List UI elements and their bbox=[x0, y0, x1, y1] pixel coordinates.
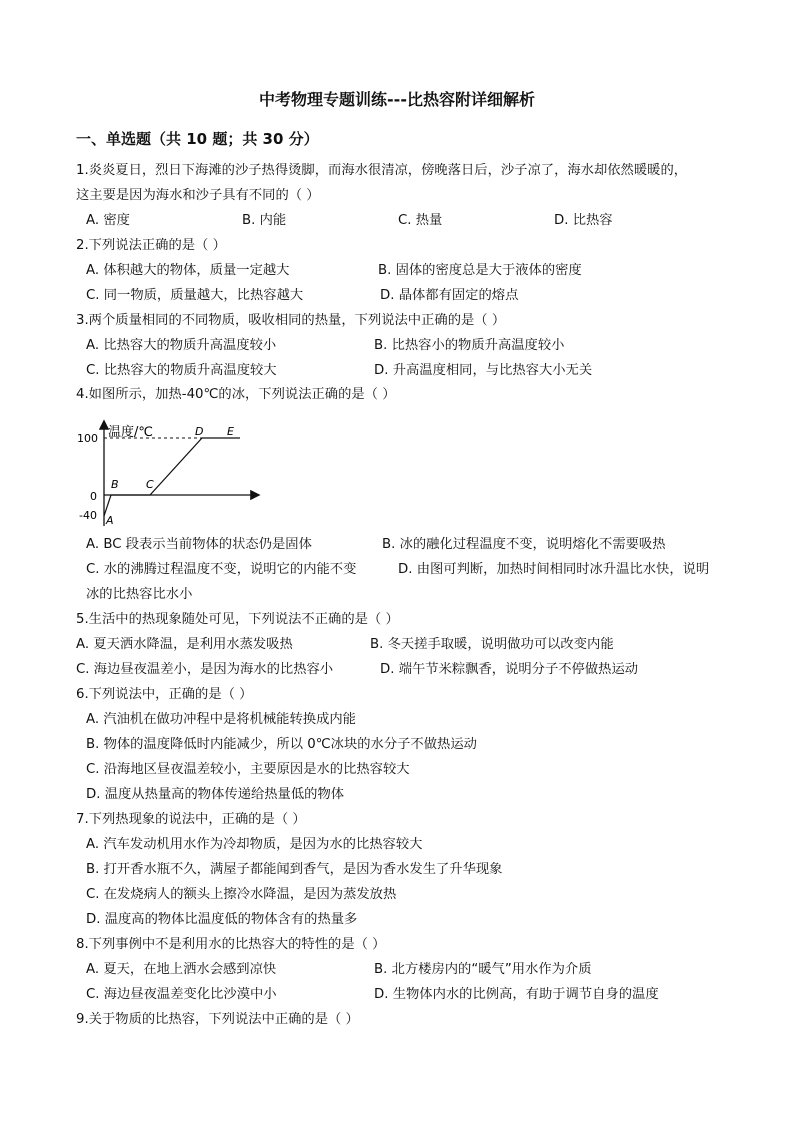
point-c-label: C bbox=[146, 478, 154, 491]
question-2-option-b: B. 固体的密度总是大于液体的密度 bbox=[378, 263, 582, 278]
question-4-option-d-line-2: 冰的比热容比水小 bbox=[86, 587, 193, 602]
question-3-option-a: A. 比热容大的物质升高温度较小 bbox=[86, 338, 277, 353]
question-3-option-c: C. 比热容大的物质升高温度较大 bbox=[86, 363, 277, 378]
question-5-stem: 5.生活中的热现象随处可见，下列说法不正确的是（ ） bbox=[76, 612, 399, 627]
y-axis-label: 温度/℃ bbox=[108, 425, 153, 440]
question-1-option-b: B. 内能 bbox=[242, 213, 287, 228]
tick-100: 100 bbox=[77, 432, 98, 445]
question-4-stem: 4.如图所示，加热-40℃的冰，下列说法正确的是（ ） bbox=[76, 387, 396, 402]
question-4-option-b: B. 冰的融化过程温度不变，说明熔化不需要吸热 bbox=[382, 537, 666, 552]
question-1-stem-line-1: 1.炎炎夏日，烈日下海滩的沙子热得烫脚，而海水很清凉，傍晚落日后，沙子凉了，海水却依然暖暖的， bbox=[76, 163, 688, 178]
question-8-stem: 8.下列事例中不是利用水的比热容大的特性的是（ ） bbox=[76, 937, 386, 952]
question-7-option-a: A. 汽车发动机用水作为冷却物质，是因为水的比热容较大 bbox=[86, 837, 423, 852]
question-8-option-a: A. 夏天，在地上洒水会感到凉快 bbox=[86, 962, 277, 977]
question-6-option-a: A. 汽油机在做功冲程中是将机械能转换成内能 bbox=[86, 712, 356, 727]
document-title: 中考物理专题训练---比热容附详细解析 bbox=[259, 90, 535, 109]
point-b-label: B bbox=[111, 478, 119, 491]
question-2-option-a: A. 体积越大的物体，质量一定越大 bbox=[86, 263, 290, 278]
section-heading: 一、单选题（共 10 题；共 30 分） bbox=[76, 130, 319, 148]
question-7-stem: 7.下列热现象的说法中，正确的是（ ） bbox=[76, 812, 306, 827]
question-2-option-d: D. 晶体都有固定的熔点 bbox=[380, 288, 519, 303]
question-8-option-b: B. 北方楼房内的“暖气”用水作为介质 bbox=[374, 962, 592, 977]
question-3-stem: 3.两个质量相同的不同物质，吸收相同的热量，下列说法中正确的是（ ） bbox=[76, 313, 506, 328]
point-a-label: A bbox=[106, 514, 114, 527]
tick-minus-40: -40 bbox=[79, 509, 97, 522]
question-6-option-b: B. 物体的温度降低时内能减少，所以 0℃冰块的水分子不做热运动 bbox=[86, 737, 477, 752]
question-7-option-b: B. 打开香水瓶不久，满屋子都能闻到香气，是因为香水发生了升华现象 bbox=[86, 862, 503, 877]
question-2-option-c: C. 同一物质，质量越大，比热容越大 bbox=[86, 288, 304, 303]
question-6-stem: 6.下列说法中，正确的是（ ） bbox=[76, 687, 253, 702]
question-6-option-c: C. 沿海地区昼夜温差较小，主要原因是水的比热容较大 bbox=[86, 762, 410, 777]
question-4-option-d-line-1: D. 由图可判断，加热时间相同时冰升温比水快，说明 bbox=[398, 562, 710, 577]
question-6-option-d: D. 温度从热量高的物体传递给热量低的物体 bbox=[86, 787, 345, 802]
question-5-option-c: C. 海边昼夜温差小，是因为海水的比热容小 bbox=[76, 662, 334, 677]
question-4-option-c: C. 水的沸腾过程温度不变，说明它的内能不变 bbox=[86, 562, 357, 577]
point-d-label: D bbox=[195, 425, 204, 438]
question-1-stem-line-2: 这主要是因为海水和沙子具有不同的（ ） bbox=[76, 188, 320, 203]
question-9-stem: 9.关于物质的比热容，下列说法中正确的是（ ） bbox=[76, 1012, 359, 1027]
question-8-option-c: C. 海边昼夜温差变化比沙漠中小 bbox=[86, 987, 277, 1002]
question-5-option-a: A. 夏天洒水降温，是利用水蒸发吸热 bbox=[76, 637, 293, 652]
question-4-option-a: A. BC 段表示当前物体的状态仍是固体 bbox=[86, 537, 312, 552]
question-5-option-b: B. 冬天搓手取暖，说明做功可以改变内能 bbox=[370, 637, 614, 652]
question-3-option-d: D. 升高温度相同，与比热容大小无关 bbox=[374, 363, 593, 378]
question-7-option-d: D. 温度高的物体比温度低的物体含有的热量多 bbox=[86, 912, 358, 927]
question-7-option-c: C. 在发烧病人的额头上擦冷水降温，是因为蒸发放热 bbox=[86, 887, 397, 902]
temperature-graph bbox=[74, 418, 270, 528]
point-e-label: E bbox=[227, 425, 234, 438]
tick-0: 0 bbox=[90, 490, 97, 503]
question-2-stem: 2.下列说法正确的是（ ） bbox=[76, 238, 226, 253]
question-5-option-d: D. 端午节米粽飘香，说明分子不停做热运动 bbox=[380, 662, 639, 677]
heating-curve bbox=[104, 438, 240, 516]
question-8-option-d: D. 生物体内水的比例高，有助于调节自身的温度 bbox=[374, 987, 659, 1002]
question-1-option-c: C. 热量 bbox=[398, 213, 443, 228]
question-1-option-d: D. 比热容 bbox=[554, 213, 613, 228]
question-1-option-a: A. 密度 bbox=[86, 213, 130, 228]
question-3-option-b: B. 比热容小的物质升高温度较小 bbox=[374, 338, 565, 353]
